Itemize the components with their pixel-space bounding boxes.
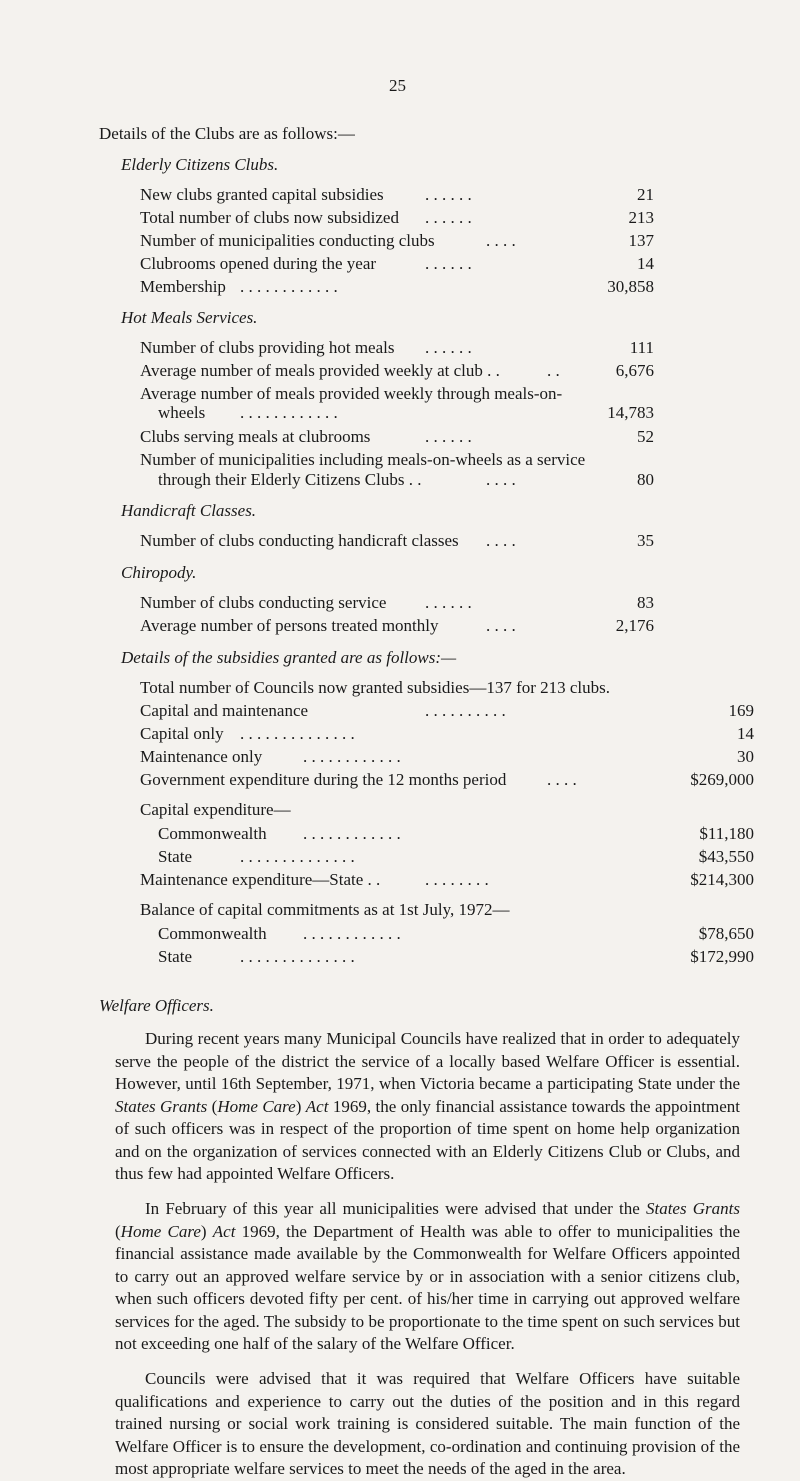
chiropody-row-label: Average number of persons treated monthly — [140, 616, 439, 635]
paragraph-text: ) — [200, 1221, 213, 1241]
leader-dots: . . . . . . . . . . . . . . — [240, 947, 355, 966]
subsidies-heading: Details of the subsidies granted are as follows:— — [121, 648, 457, 667]
leader-dots: . . . . . . — [425, 185, 472, 204]
balance-commitments-label: Balance of capital commitments as at 1st July, 1972— — [140, 900, 510, 919]
leader-dots: . . — [547, 361, 560, 380]
subsidy-row-value: $172,990 — [690, 947, 754, 966]
subsidy-row-value: $214,300 — [690, 870, 754, 889]
subsidy-row-value: 30 — [737, 747, 754, 766]
subsidy-row-value: $11,180 — [699, 824, 754, 843]
paragraph-text: During recent years many Municipal Councils have realized that in order to adequately serve the people of the district the service of a locally based Welfare Officer is essential. However, until 16th September, 1971, when Victoria became a participating State under the — [115, 1029, 740, 1093]
welfare-heading: Welfare Officers. — [99, 996, 214, 1015]
subsidy-row-label: Commonwealth — [158, 824, 267, 843]
act-title: States Grants — [115, 1096, 208, 1116]
paragraph-text: ) — [295, 1096, 306, 1116]
subsidy-row-value: 14 — [737, 724, 754, 743]
elderly-row-label: Clubrooms opened during the year — [140, 254, 377, 273]
leader-dots: . . . . . . . . . . . . — [240, 403, 338, 422]
act-title: Home Care — [217, 1096, 296, 1116]
paragraph-text: 1969, the only financial assistance towards the appointment of such officers was in respect of the proportion of time spent on home help organization and on the organization of services connected with an Elderly Citizens Club or Clubs, and thus few had appointed Welfare Officers. — [115, 1096, 740, 1183]
leader-dots: . . . . . . . . . . . . — [240, 277, 338, 296]
subsidy-row-label: Maintenance only — [140, 747, 263, 766]
handicraft-row-label: Number of clubs conducting handicraft classes — [140, 531, 459, 550]
hot-meals-row-label: Average number of meals provided weekly at club . . — [140, 361, 500, 380]
act-title: Act — [305, 1096, 329, 1116]
hot-meals-row-label-line2: through their Elderly Citizens Clubs . . — [158, 470, 422, 489]
elderly-row-value: 21 — [637, 185, 654, 204]
leader-dots: . . . . . . . . . . . . . . — [240, 847, 355, 866]
intro-text: Details of the Clubs are as follows:— — [99, 124, 355, 143]
hot-meals-row-label: Clubs serving meals at clubrooms — [140, 427, 371, 446]
subsidy-row-value: 169 — [728, 701, 754, 720]
leader-dots: . . . . . . . . . . . . — [303, 747, 401, 766]
leader-dots: . . . . . . . . — [425, 870, 489, 889]
elderly-row-label: Membership — [140, 277, 226, 296]
act-title: States Grants — [645, 1199, 740, 1218]
subsidy-row-value: $269,000 — [690, 770, 754, 789]
hot-meals-heading: Hot Meals Services. — [121, 308, 258, 327]
elderly-row-label: New clubs granted capital subsidies — [140, 185, 384, 204]
chiropody-heading: Chiropody. — [121, 563, 197, 582]
paragraph-text: ( — [115, 1221, 121, 1241]
act-title: Home Care — [120, 1221, 201, 1241]
subsidy-row-label: Maintenance expenditure—State . . — [140, 870, 381, 889]
subsidy-row-label: Capital only — [140, 724, 224, 743]
leader-dots: . . . . — [486, 616, 516, 635]
leader-dots: . . . . — [486, 231, 516, 250]
leader-dots: . . . . . . . . . . . . — [303, 824, 401, 843]
capital-expenditure-label: Capital expenditure— — [140, 800, 291, 819]
hot-meals-row-value: 14,783 — [607, 403, 654, 422]
page-number: 25 — [389, 76, 406, 95]
paragraph-text: ( — [207, 1096, 218, 1116]
leader-dots: . . . . — [547, 770, 577, 789]
paragraph-text: In February of this year all municipalities were advised that under the — [145, 1199, 646, 1218]
subsidy-row-label: Capital and maintenance — [140, 701, 309, 720]
subsidy-row-label: State — [158, 847, 192, 866]
paragraph-text: 1969, the Department of Health was able to offer to municipalities the financial assistance made available by the Commonwealth for Welfare Officers appointed to carry out an approved welfare service by or in association with a senior citizens club, when such officers devoted fifty per cent. of his/her time in carrying out approved welfare services for the aged. The subsidy to be proportionate to the time spent on such services but not exceeding one half of the salary of the Welfare Officer. — [115, 1221, 740, 1353]
elderly-row-value: 213 — [628, 208, 654, 227]
welfare-paragraph-3 — [115, 1368, 740, 1481]
chiropody-row-value: 83 — [637, 593, 654, 612]
handicraft-heading: Handicraft Classes. — [121, 501, 257, 520]
leader-dots: . . . . . . — [425, 427, 472, 446]
subsidy-row-label: Commonwealth — [158, 924, 267, 943]
hot-meals-row-value: 80 — [637, 470, 654, 489]
leader-dots: . . . . . . — [425, 593, 472, 612]
subsidy-row-label: Government expenditure during the 12 months period — [140, 770, 507, 789]
leader-dots: . . . . — [486, 531, 516, 550]
elderly-row-value: 30,858 — [607, 277, 654, 296]
hot-meals-row-value: 6,676 — [615, 361, 654, 380]
hot-meals-row-label-line1: Number of municipalities including meals-on-wheels as a service — [140, 450, 586, 469]
hot-meals-row-label: Number of clubs providing hot meals — [140, 338, 395, 357]
leader-dots: . . . . . . . . . . — [425, 701, 506, 720]
paragraph-text: Councils were advised that it was required that Welfare Officers have suitable qualifications and experience to carry out the duties of the position and in this regard trained nursing or social work training is considered suitable. The main function of the Welfare Officer is to ensure the development, co-ordination and continuing provision of the most appropriate welfare services to meet the needs of the aged in the area. — [115, 1369, 740, 1478]
chiropody-row-value: 2,176 — [615, 616, 654, 635]
elderly-row-label: Total number of clubs now subsidized — [140, 208, 399, 227]
leader-dots: . . . . — [486, 470, 516, 489]
hot-meals-row-value: 52 — [637, 427, 654, 446]
elderly-heading: Elderly Citizens Clubs. — [121, 155, 279, 174]
elderly-row-label: Number of municipalities conducting clubs — [140, 231, 435, 250]
welfare-paragraph-1 — [115, 1028, 740, 1186]
elderly-row-value: 14 — [637, 254, 654, 273]
elderly-row-value: 137 — [628, 231, 654, 250]
welfare-paragraph-2 — [115, 1198, 740, 1356]
subsidy-row-label: State — [158, 947, 192, 966]
leader-dots: . . . . . . . . . . . . — [303, 924, 401, 943]
leader-dots: . . . . . . — [425, 208, 472, 227]
chiropody-row-label: Number of clubs conducting service — [140, 593, 387, 612]
subsidy-row-value: $78,650 — [698, 924, 754, 943]
subsidy-row-value: $43,550 — [698, 847, 754, 866]
hot-meals-row-value: 111 — [629, 338, 654, 357]
hot-meals-row-label-line1: Average number of meals provided weekly through meals-on- — [140, 384, 563, 403]
hot-meals-row-label-line2: wheels — [158, 403, 206, 422]
leader-dots: . . . . . . — [425, 254, 472, 273]
act-title: Act — [212, 1221, 236, 1241]
handicraft-row-value: 35 — [637, 531, 654, 550]
leader-dots: . . . . . . — [425, 338, 472, 357]
leader-dots: . . . . . . . . . . . . . . — [240, 724, 355, 743]
subsidies-total-line: Total number of Councils now granted subsidies—137 for 213 clubs. — [140, 678, 611, 697]
